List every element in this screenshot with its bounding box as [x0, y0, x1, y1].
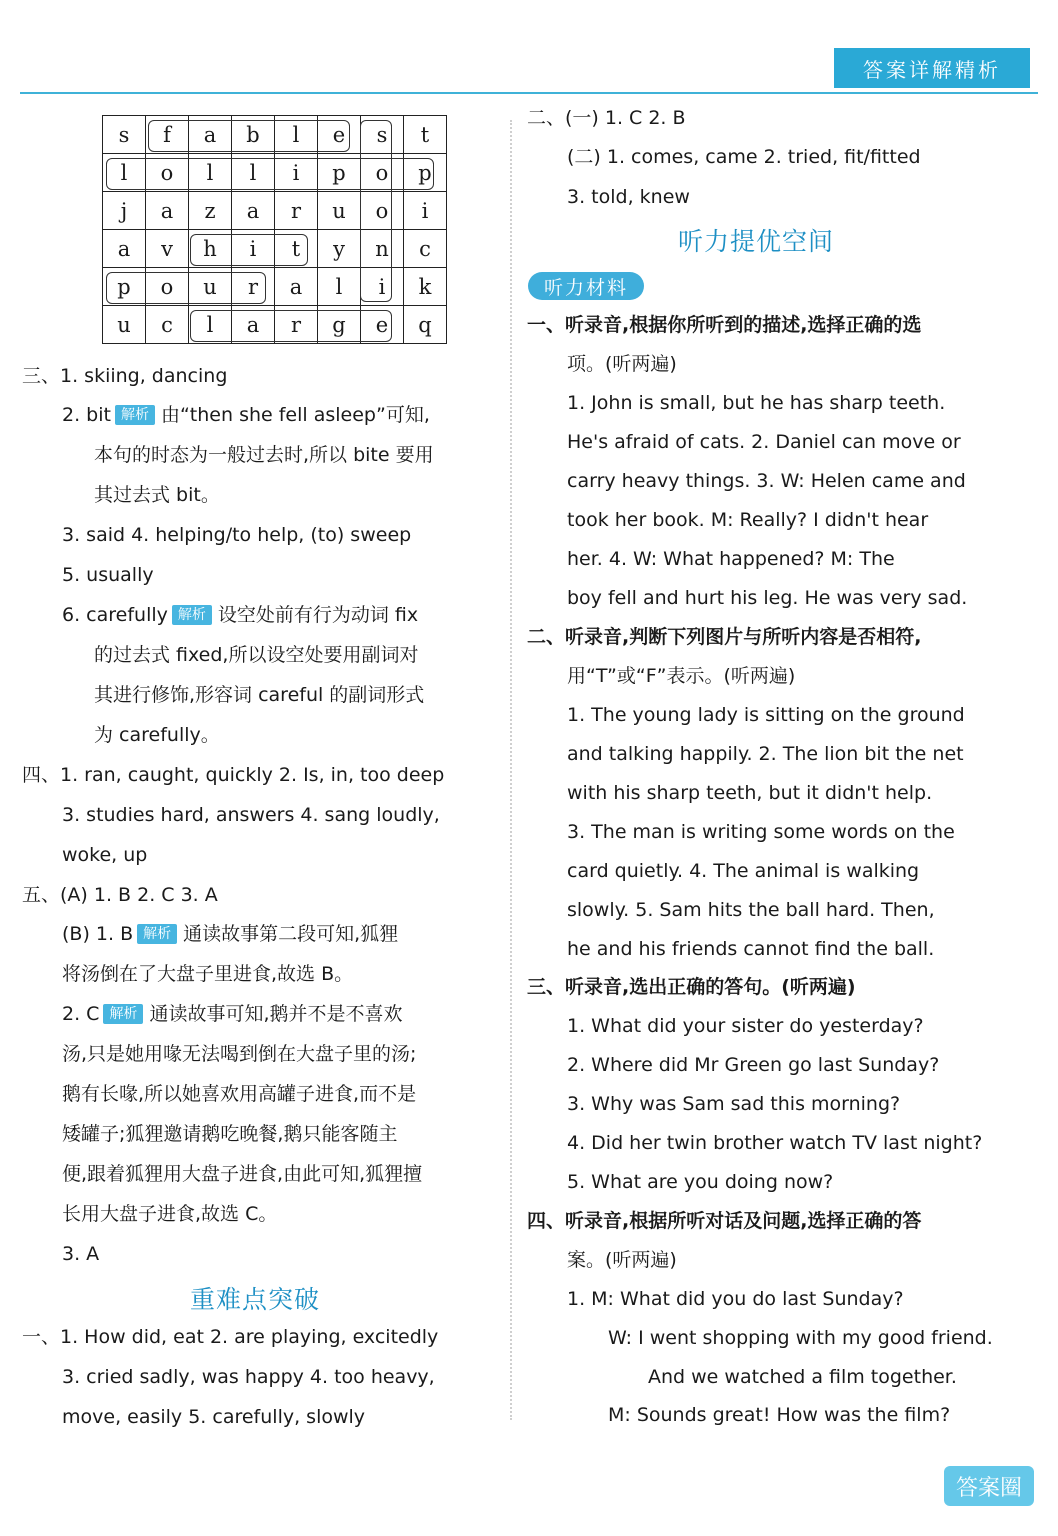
grid-cell: k — [404, 268, 447, 306]
answer-line: 矮罐子;狐狸邀请鹅吃晚餐,鹅只能客随主 — [62, 1123, 398, 1145]
grid-cell: o — [146, 154, 189, 192]
grid-cell: t — [275, 230, 318, 268]
grid-cell: b — [232, 116, 275, 154]
answer-line: 3. studies hard, answers 4. sang loudly, — [62, 804, 440, 826]
analysis-tag: 解析 — [115, 405, 155, 425]
grid-cell: c — [146, 306, 189, 344]
script-line: 1. M: What did you do last Sunday? — [567, 1288, 904, 1310]
answer-line: woke, up — [62, 844, 148, 866]
script-line: He's afraid of cats. 2. Daniel can move or — [567, 431, 961, 453]
grid-cell: s — [361, 116, 404, 154]
script-line: took her book. M: Really? I didn't hear — [567, 509, 929, 531]
column-divider — [510, 120, 512, 1420]
answer-line: 3. cried sadly, was happy 4. too heavy, — [62, 1366, 435, 1388]
grid-cell: l — [275, 116, 318, 154]
grid-cell: p — [404, 154, 447, 192]
grid-cell: l — [189, 306, 232, 344]
script-line: 5. What are you doing now? — [567, 1171, 834, 1193]
grid-cell: a — [189, 116, 232, 154]
watermark-logo: 答案圈 — [944, 1466, 1034, 1506]
grid-cell: s — [103, 116, 146, 154]
answer-text: 2. bit — [62, 404, 111, 426]
script-line: 3. Why was Sam sad this morning? — [567, 1093, 901, 1115]
answer-line: 3. said 4. helping/to help, (to) sweep — [62, 524, 412, 546]
question-heading: 案。(听两遍) — [567, 1249, 677, 1271]
grid-cell: n — [361, 230, 404, 268]
answer-line — [62, 1000, 402, 1028]
grid-row — [103, 192, 447, 230]
script-line: 4. Did her twin brother watch TV last night? — [567, 1132, 983, 1154]
answer-line — [62, 920, 398, 948]
analysis-tag: 解析 — [172, 605, 212, 625]
script-line: slowly. 5. Sam hits the ball hard. Then, — [567, 899, 935, 921]
answer-line — [62, 401, 430, 429]
script-line: with his sharp teeth, but it didn't help. — [567, 782, 933, 804]
answer-line: (二) 1. comes, came 2. tried, fit/fitted — [567, 146, 921, 168]
grid-cell: j — [103, 192, 146, 230]
grid-cell: a — [232, 192, 275, 230]
word-highlight-lollipop — [106, 158, 434, 190]
grid-cell: u — [103, 306, 146, 344]
script-line: he and his friends cannot find the ball. — [567, 938, 935, 960]
material-badge: 听力材料 — [528, 272, 644, 300]
script-line: 3. The man is writing some words on the — [567, 821, 955, 843]
answer-line: 其过去式 bit。 — [94, 484, 220, 506]
answer-text: 通读故事第二段可知,狐狸 — [183, 923, 399, 945]
grid-cell: a — [103, 230, 146, 268]
answer-line: 二、(一) 1. C 2. B — [527, 107, 686, 129]
answer-line: 为 carefully。 — [94, 724, 220, 746]
answer-line: 的过去式 fixed,所以设空处要用副词对 — [94, 644, 419, 666]
grid-cell: e — [361, 306, 404, 344]
word-highlight-hit — [190, 234, 308, 266]
grid-cell: u — [189, 268, 232, 306]
grid-cell: l — [189, 154, 232, 192]
script-line: carry heavy things. 3. W: Helen came and — [567, 470, 966, 492]
answer-line: 五、(A) 1. B 2. C 3. A — [22, 884, 218, 906]
answer-text: 设空处前有行为动词 fix — [217, 604, 419, 626]
grid-cell: h — [189, 230, 232, 268]
answer-line: 长用大盘子进食,故选 C。 — [62, 1203, 278, 1225]
question-heading: 四、听录音,根据所听对话及问题,选择正确的答 — [527, 1210, 922, 1232]
answer-line: 3. A — [62, 1243, 100, 1265]
grid-cell: l — [103, 154, 146, 192]
grid-cell: r — [275, 306, 318, 344]
header-tab: 答案详解精析 — [834, 48, 1030, 88]
grid-cell: a — [232, 306, 275, 344]
grid-cell: i — [232, 230, 275, 268]
grid-cell: o — [361, 192, 404, 230]
grid-cell: a — [146, 192, 189, 230]
grid-cell: q — [404, 306, 447, 344]
answer-line — [62, 601, 418, 629]
word-highlight-large — [190, 310, 392, 342]
question-heading: 二、听录音,判断下列图片与所听内容是否相符, — [527, 626, 922, 648]
question-heading: 用“T”或“F”表示。(听两遍) — [567, 665, 796, 687]
answer-line: 三、1. skiing, dancing — [22, 365, 228, 387]
section-title: 听力提优空间 — [678, 227, 835, 256]
grid-cell: a — [275, 268, 318, 306]
script-line: 1. The young lady is sitting on the ground — [567, 704, 965, 726]
grid-cell: y — [318, 230, 361, 268]
grid-cell: g — [318, 306, 361, 344]
answer-line: 汤,只是她用喙无法喝到倒在大盘子里的汤; — [62, 1043, 417, 1065]
grid-cell: p — [103, 268, 146, 306]
grid-cell: f — [146, 116, 189, 154]
script-line: and talking happily. 2. The lion bit the net — [567, 743, 964, 765]
word-highlight-slow — [360, 120, 392, 302]
header-rule — [20, 92, 1038, 94]
grid-cell: v — [146, 230, 189, 268]
answer-text: 6. carefully — [62, 604, 168, 626]
script-line: boy fell and hurt his leg. He was very sad. — [567, 587, 968, 609]
grid-cell: r — [232, 268, 275, 306]
question-heading: 一、听录音,根据你所听到的描述,选择正确的选 — [527, 314, 922, 336]
word-highlight-pour — [106, 272, 266, 304]
script-line: 1. What did your sister do yesterday? — [567, 1015, 924, 1037]
answer-text: 由“then she fell asleep”可知, — [160, 404, 430, 426]
grid-cell: u — [318, 192, 361, 230]
question-heading: 项。(听两遍) — [567, 353, 677, 375]
grid-cell: i — [275, 154, 318, 192]
answer-line: 四、1. ran, caught, quickly 2. Is, in, too deep — [22, 764, 445, 786]
answer-line: 本句的时态为一般过去时,所以 bite 要用 — [94, 444, 434, 466]
grid-cell: l — [318, 268, 361, 306]
word-highlight-fables — [148, 120, 350, 152]
answer-text: 通读故事可知,鹅并不是不喜欢 — [149, 1003, 403, 1025]
grid-cell: o — [146, 268, 189, 306]
script-line: 1. John is small, but he has sharp teeth. — [567, 392, 946, 414]
script-line: And we watched a film together. — [648, 1366, 957, 1388]
answer-line: 将汤倒在了大盘子里进食,故选 B。 — [62, 963, 354, 985]
analysis-tag: 解析 — [103, 1004, 143, 1024]
answer-line: 3. told, knew — [567, 186, 690, 208]
answer-line: 5. usually — [62, 564, 154, 586]
grid-cell: c — [404, 230, 447, 268]
script-line: W: I went shopping with my good friend. — [608, 1327, 993, 1349]
grid-cell: t — [404, 116, 447, 154]
analysis-tag: 解析 — [137, 924, 177, 944]
answer-line: 一、1. How did, eat 2. are playing, excitedly — [22, 1326, 439, 1348]
grid-cell: l — [232, 154, 275, 192]
answer-text: (B) 1. B — [62, 923, 134, 945]
grid-cell: p — [318, 154, 361, 192]
script-line: 2. Where did Mr Green go last Sunday? — [567, 1054, 940, 1076]
answer-line: 其进行修饰,形容词 careful 的副词形式 — [94, 684, 425, 706]
grid-cell: z — [189, 192, 232, 230]
answer-line: 便,跟着狐狸用大盘子进食,由此可知,狐狸擅 — [62, 1163, 423, 1185]
script-line: M: Sounds great! How was the film? — [608, 1404, 951, 1426]
answer-text: 2. C — [62, 1003, 100, 1025]
section-title: 重难点突破 — [190, 1285, 321, 1314]
grid-cell: i — [404, 192, 447, 230]
grid-cell: o — [361, 154, 404, 192]
script-line: her. 4. W: What happened? M: The — [567, 548, 895, 570]
grid-cell: i — [361, 268, 404, 306]
grid-cell: r — [275, 192, 318, 230]
script-line: card quietly. 4. The animal is walking — [567, 860, 920, 882]
answer-line: move, easily 5. carefully, slowly — [62, 1406, 366, 1428]
grid-cell: e — [318, 116, 361, 154]
question-heading: 三、听录音,选出正确的答句。(听两遍) — [527, 976, 856, 998]
answer-line: 鹅有长喙,所以她喜欢用高罐子进食,而不是 — [62, 1083, 417, 1105]
